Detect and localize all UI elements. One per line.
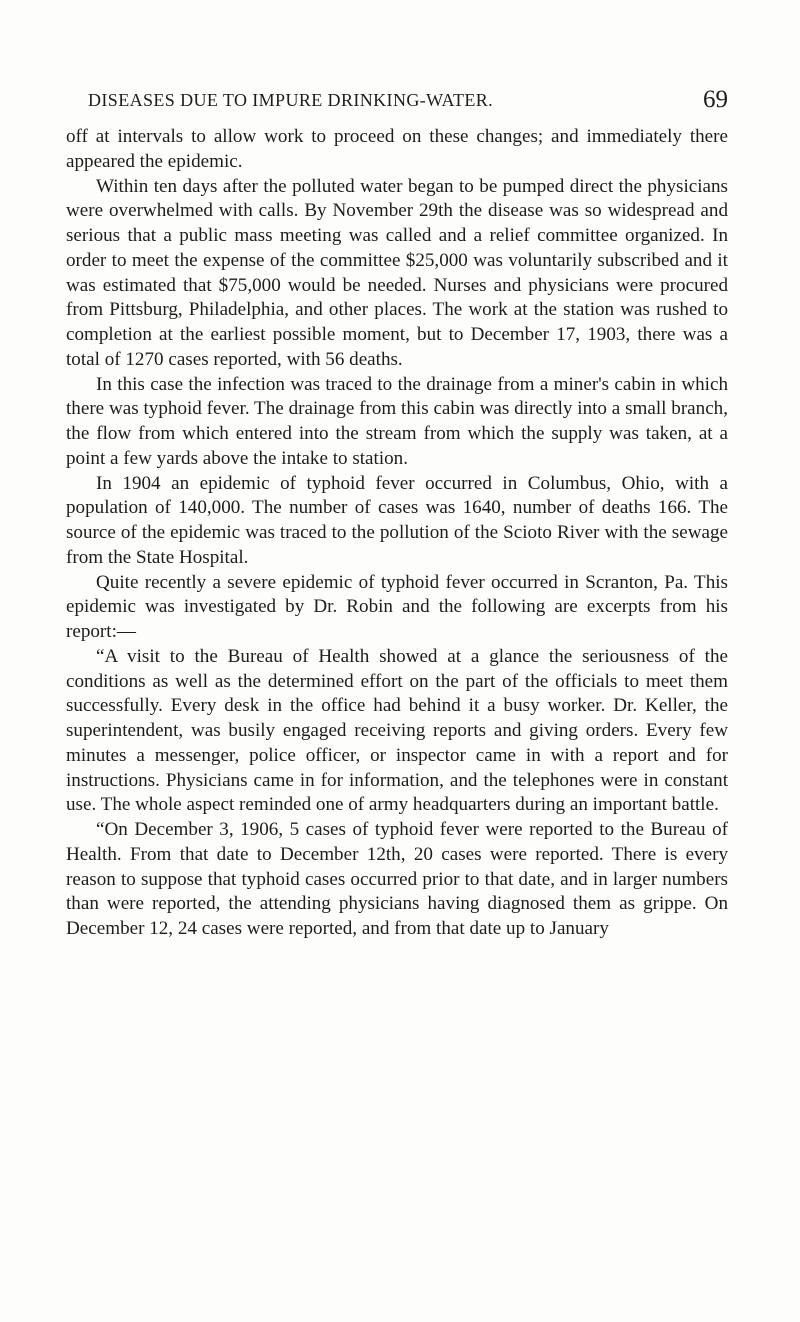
paragraph: Within ten days after the polluted water began to be pumped direct the physicians were overwhelmed with calls. By November 29th the disease was so widespread and serious that a public mass meeting was called and a relief committee organized. In order to meet the expense of the committee $25,000 was voluntarily subscribed and it was estimated that $75,000 would be needed. Nurses and physicians were procured from Pittsburg, Philadelphia, and other places. The work at the station was rushed to completion at the earliest possible moment, but to December 17, 1903, there was a total of 1270 cases reported, with 56 deaths. [66, 175, 728, 370]
paragraph: In this case the infection was traced to the drainage from a miner's cabin in which there was typhoid fever. The drainage from this cabin was directly into a small branch, the flow from which entered into the stream from which the supply was taken, at a point a few yards above the intake to station. [66, 373, 728, 469]
paragraph-continuation: off at intervals to allow work to proceed on these changes; and immediately there appeared the epidemic. [66, 126, 728, 172]
running-title: DISEASES DUE TO IMPURE DRINKING-WATER. [88, 90, 494, 110]
page-number: 69 [703, 86, 728, 113]
paragraph: Quite recently a severe epidemic of typhoid fever occurred in Scranton, Pa. This epidemic was investigated by Dr. Robin and the following are excerpts from his report:— [66, 571, 728, 642]
paragraph: In 1904 an epidemic of typhoid fever occurred in Columbus, Ohio, with a population of 140,000. The number of cases was 1640, number of deaths 166. The source of the epidemic was traced to the pollution of the Scioto River with the sewage from the State Hospital. [66, 472, 728, 568]
body-text [66, 125, 728, 942]
quoted-paragraph: “On December 3, 1906, 5 cases of typhoid fever were reported to the Bureau of Health. From that date to December 12th, 20 cases were reported. There is every reason to suppose that typhoid cases occurred prior to that date, and in larger numbers than were reported, the attending physicians having diagnosed them as grippe. On December 12, 24 cases were reported, and from that date up to January [66, 819, 728, 939]
quoted-paragraph: “A visit to the Bureau of Health showed at a glance the seriousness of the conditions as well as the determined effort on the part of the officials to meet them successfully. Every desk in the office had behind it a busy worker. Dr. Keller, the superintendent, was busily engaged receiving reports and giving orders. Every few minutes a messenger, police officer, or inspector came in with a report and for instructions. Physicians came in for information, and the telephones were in constant use. The whole aspect reminded one of army headquarters during an important battle. [66, 645, 728, 816]
running-head [88, 86, 728, 126]
